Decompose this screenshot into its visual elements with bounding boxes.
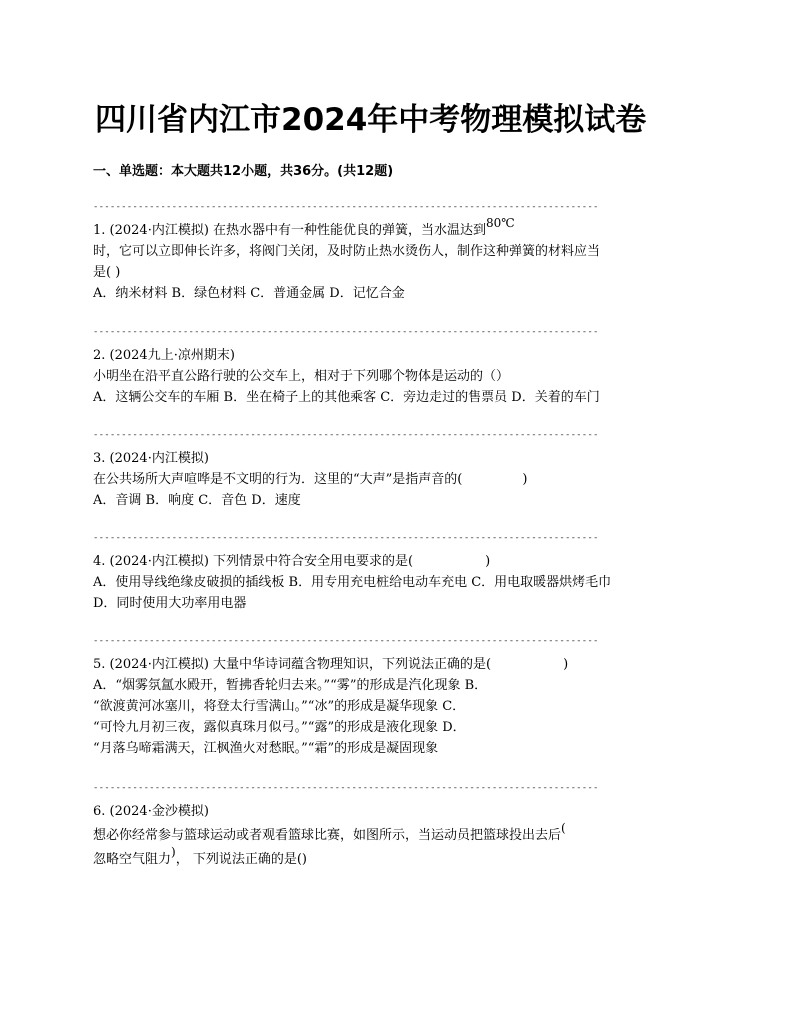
question-5-option-b: “欲渡黄河冰塞川，将登太行雪满山。”“冰”的形成是凝华现象 C． xyxy=(93,699,466,714)
question-3-source: 3. (2024·内江模拟) xyxy=(93,451,209,466)
separator-line: ------------------------------------------------------------------------------------------ xyxy=(93,783,599,793)
question-2 xyxy=(93,325,713,408)
question-2-options: A．这辆公交车的车厢 B．坐在椅子上的其他乘客 C．旁边走过的售票员 D．关着的车门 xyxy=(93,390,600,405)
question-6 xyxy=(93,781,713,870)
question-5-option-d: “月落乌啼霜满天，江枫渔火对愁眠。”“霜”的形成是凝固现象 xyxy=(93,741,439,756)
section-heading: 一、单选题：本大题共12小题，共36分。(共12题) xyxy=(93,164,394,179)
question-2-stem: 小明坐在沿平直公路行驶的公交车上，相对于下列哪个物体是运动的（） xyxy=(93,369,510,384)
question-1 xyxy=(93,200,713,304)
question-5-stem-text: 5. (2024·内江模拟) 大量中华诗词蕴含物理知识，下列说法正确的是( xyxy=(93,657,492,672)
question-5-stem xyxy=(93,654,713,675)
question-4-option-d: D．同时使用大功率用电器 xyxy=(93,596,247,611)
question-3-stem xyxy=(93,469,713,490)
question-1-stem-text: 1. (2024·内江模拟) 在热水器中有一种性能优良的弹簧，当水温达到 xyxy=(93,223,487,238)
question-5 xyxy=(93,634,713,759)
separator-line: ------------------------------------------------------------------------------------------ xyxy=(93,636,599,646)
paren-open: ( xyxy=(561,821,566,835)
question-4-options: A．使用导线绝缘皮破损的插线板 B．用专用充电桩给电动车充电 C．用电取暖器烘烤毛巾 xyxy=(93,575,612,590)
question-6-source: 6. (2024·金沙模拟) xyxy=(93,804,209,819)
question-4-stem-text: 4. (2024·内江模拟) 下列情景中符合安全用电要求的是( xyxy=(93,554,414,569)
question-1-stem-end: 是( ) xyxy=(93,265,121,280)
question-6-stem-cont xyxy=(93,845,713,870)
question-1-stem xyxy=(93,216,713,241)
question-5-option-c: “可怜九月初三夜，露似真珠月似弓。”“露”的形成是液化现象 D． xyxy=(93,720,466,735)
question-5-option-a: A．“烟雾氛氲水殿开，暂拂香轮归去来。”“雾”的形成是汽化现象 B． xyxy=(93,678,488,693)
question-1-options: A．纳米材料 B．绿色材料 C．普通金属 D．记忆合金 xyxy=(93,286,405,301)
question-6-note: 忽略空气阻力 xyxy=(93,852,172,867)
question-6-stem-text: 想必你经常参与篮球运动或者观看篮球比赛，如图所示，当运动员把篮球投出去后 xyxy=(93,828,562,843)
question-3-options: A．音调 B．响度 C．音色 D．速度 xyxy=(93,493,301,508)
question-4 xyxy=(93,531,713,614)
answer-paren-close: ) xyxy=(485,554,491,569)
question-6-stem-end: ， 下列说法正确的是() xyxy=(175,852,307,867)
question-4-stem xyxy=(93,551,713,572)
question-1-stem-cont: 时，它可以立即伸长许多，将阀门关闭，及时防止热水烫伤人，制作这种弹簧的材料应当 xyxy=(93,244,601,259)
answer-paren-close: ) xyxy=(563,657,569,672)
answer-paren-close: ) xyxy=(522,472,528,487)
page-title: 四川省内江市2024年中考物理模拟试卷 xyxy=(95,102,647,138)
question-2-source: 2. (2024九上·凉州期末) xyxy=(93,348,235,363)
question-3 xyxy=(93,428,713,511)
separator-line: ------------------------------------------------------------------------------------------ xyxy=(93,430,599,440)
question-6-stem xyxy=(93,821,713,846)
paren-close: ) xyxy=(171,845,176,859)
separator-line: ------------------------------------------------------------------------------------------ xyxy=(93,533,599,543)
temperature-value: 80℃ xyxy=(486,216,515,230)
question-3-stem-text: 在公共场所大声喧哗是不文明的行为．这里的“大声”是指声音的( xyxy=(93,472,463,487)
separator-line: ------------------------------------------------------------------------------------------ xyxy=(93,327,599,337)
separator-line: ------------------------------------------------------------------------------------------ xyxy=(93,202,599,212)
